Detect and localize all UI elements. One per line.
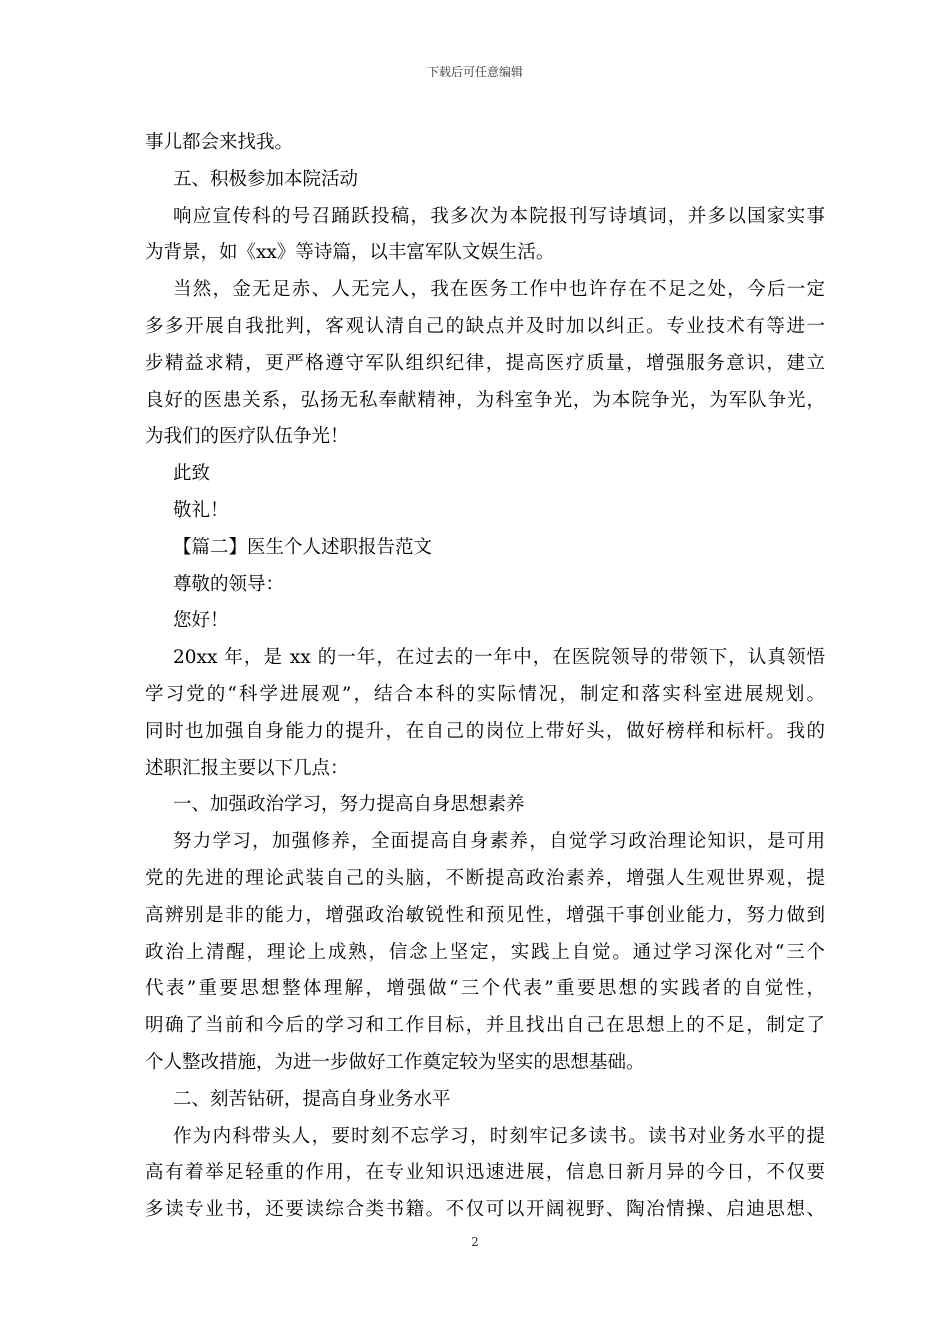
text-line: 明确了当前和今后的学习和工作目标，并且找出自己在思想上的不足，制定了	[145, 1015, 825, 1037]
text-line: 学习党的“科学进展观”，结合本科的实际情况，制定和落实科室进展规划。	[145, 683, 825, 705]
text-line: 一、加强政治学习，努力提高自身思想素养	[173, 794, 525, 816]
text-line: 二、刻苦钻研，提高自身业务水平	[173, 1088, 451, 1110]
text-line: 敬礼！	[173, 499, 229, 521]
text-line: 20xx 年，是 xx 的一年，在过去的一年中，在医院领导的带领下，认真领悟	[173, 647, 825, 669]
document-body	[145, 125, 825, 1229]
text-line: 高有着举足轻重的作用，在专业知识迅速进展，信息日新月异的今日，不仅要	[145, 1162, 825, 1184]
text-line: 响应宣传科的号召踊跃投稿，我多次为本院报刊写诗填词，并多以国家实事	[173, 205, 825, 227]
page-header: 下载后可任意编辑	[426, 65, 523, 79]
text-line: 同时也加强自身能力的提升，在自己的岗位上带好头，做好榜样和标杆。我的	[145, 720, 825, 742]
text-line: 此致	[173, 463, 211, 485]
text-line: 【篇二】医生个人述职报告范文	[173, 536, 433, 558]
text-line: 多读专业书，还要读综合类书籍。不仅可以开阔视野、陶冶情操、启迪思想、	[145, 1199, 825, 1221]
text-line: 述职汇报主要以下几点：	[145, 757, 349, 779]
text-line: 为背景，如《xx》等诗篇，以丰富军队文娱生活。	[145, 242, 555, 264]
text-line: 当然，金无足赤、人无完人，我在医务工作中也许存在不足之处，今后一定	[173, 279, 825, 301]
text-line: 代表”重要思想整体理解，增强做“三个代表”重要思想的实践者的自觉性，	[145, 978, 825, 1000]
text-line: 努力学习，加强修养，全面提高自身素养，自觉学习政治理论知识，是可用	[173, 831, 825, 853]
text-line: 为我们的医疗队伍争光！	[145, 426, 349, 448]
text-line: 事儿都会来找我。	[145, 132, 294, 153]
text-line: 政治上清醒，理论上成熟，信念上坚定，实践上自觉。通过学习深化对“三个	[145, 941, 825, 963]
text-line: 高辨别是非的能力，增强政治敏锐性和预见性，增强干事创业能力，努力做到	[145, 904, 825, 926]
text-line: 党的先进的理论武装自己的头脑，不断提高政治素养，增强人生观世界观，提	[145, 867, 825, 889]
page-number: 2	[471, 1235, 479, 1249]
text-line: 个人整改措施，为进一步做好工作奠定较为坚实的思想基础。	[145, 1051, 645, 1073]
text-line: 作为内科带头人，要时刻不忘学习，时刻牢记多读书。读书对业务水平的提	[173, 1125, 825, 1147]
text-line: 五、积极参加本院活动	[173, 168, 359, 190]
text-line: 您好！	[173, 610, 229, 632]
text-line: 尊敬的领导：	[173, 573, 285, 595]
text-line: 步精益求精，更严格遵守军队组织纪律，提高医疗质量，增强服务意识，建立	[145, 352, 825, 374]
text-line: 多多开展自我批判，客观认清自己的缺点并及时加以纠正。专业技术有等进一	[145, 315, 825, 337]
text-line: 良好的医患关系，弘扬无私奉献精神，为科室争光，为本院争光，为军队争光，	[145, 389, 825, 411]
